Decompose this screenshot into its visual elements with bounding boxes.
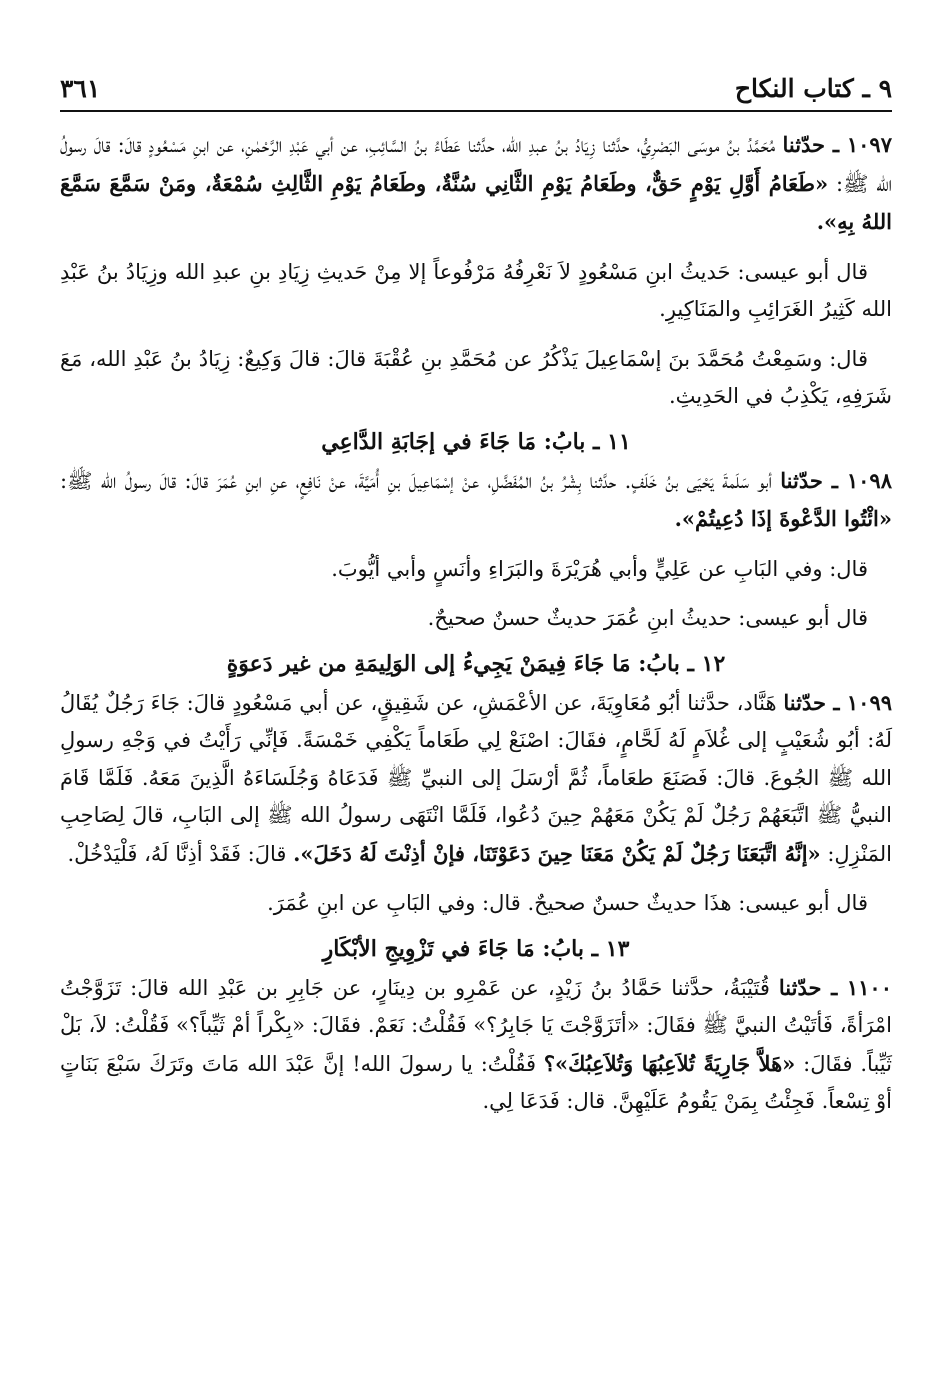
commentary-note: قال: وسَمِعْتُ مُحَمَّدَ بنَ إسْمَاعِيلَ يَذْكُرُ عن مُحَمَّدِ بنِ عُقْبَةَ قالَ: قالَ وَكِيعٌ: زِيَادُ بنُ عَبْدِ الله، مَعَ شَرَفِهِ، يَكْذِبُ في الحَدِيثِ. [60, 346, 892, 408]
commentary-note: قال: وفي البَابِ عن عَلِيٍّ وأبي هُرَيْرَةَ والبَرَاءِ وأنَسٍ وأبي أيُّوبَ. [331, 556, 868, 581]
commentary-note: قال أبو عيسى: حَديثُ ابنِ مَسْعُودٍ لاَ نَعْرِفُهُ مَرْفُوعاً إلا مِنْ حَديثِ زِيَادِ بنِ عبدِ الله وزِيَادُ بنُ عَبْدِ الله كَثِيرُ الغَرَائِبِ والمَنَاكِيرِ. [60, 259, 892, 321]
book-page [60, 70, 892, 1360]
hadith-tail: فَقُلْتُ: يا رسولَ الله! إنَّ عَبْدَ الله مَاتَ وتَرَكَ سَبْعَ بَنَاتٍ أوْ تِسْعاً. فَجِئْتُ بِمَنْ يَقُومُ عَلَيْهِنَّ. قال: فَدَعَا لِي. [60, 1051, 892, 1113]
commentary-note: قال أبو عيسى: هذَا حديثٌ حسنٌ صحيحٌ. قال: وفي البَابِ عن ابنِ عُمَرَ. [267, 891, 868, 915]
hadith-text: قُتَيْبَةُ، حدَّثنا حَمَّادُ بنُ زَيْدٍ، عن عَمْرِو بن دِينَارٍ، عن جَابِرِ بن عَبْدِ الله قالَ: تَزَوَّجْتُ امْرَأةً، فَأتَيْتُ النبيَّ ﷺ فقَالَ: «أتَزَوَّجْتَ يَا جَابِرُ؟» فَقُلْتُ: نَعَمْ. فقَالَ: «بِكْراً أمْ ثَيِّباً؟» فَقُلْتُ: لاَ، بَلْ ثَيِّباً. فقَالَ: [60, 975, 892, 1076]
hadith-lead: حدّثنا [778, 974, 822, 1000]
hadith-text: أبو سَلَمةَ يَحْيَى بنُ خَلَفٍ. حدَّثنا بِشْرُ بنُ المُفَضَّلِ، عنْ إسْمَاعِيلَ بنِ أُمَيَّةَ، عنْ نَافِعٍ، عنِ ابنِ عُمَرَ قالَ: قالَ رسولُ الله ﷺ: [60, 468, 772, 493]
page-number: ٣٦١ [60, 74, 101, 103]
chapter-heading-11: ١١ ـ بابُ: مَا جَاءَ في إجَابَةِ الدَّاعِي [321, 428, 631, 455]
chapter-title: ٩ ـ كتاب النكاح [734, 74, 892, 103]
hadith-number: ١٠٩٨ [846, 467, 892, 493]
chapter-heading-12: ١٢ ـ بابُ: مَا جَاءَ فِيمَنْ يَجِيءُ إلى الوَلِيمَةِ من غير دَعوَةٍ [226, 650, 726, 677]
hadith-tail: قالَ: فَقَدْ أذِنَّا لَهُ، فَلْيَدْخُلْ. [67, 841, 287, 866]
page-header [60, 70, 892, 112]
hadith-text: مُحَمَّدُ بنُ موسَى البَصْرِيُّ، حدَّثنا زِيَادُ بنُ عبدِ الله، حدَّثنا عَطَاءُ بنُ السَّائِبِ، عن أبي عَبْدِ الرَّحْمٰنِ، عن ابنِ مَسْعُودٍ قالَ: قالَ رسولُ الله ﷺ: [60, 133, 892, 196]
hadith-number: ١٠٩٩ [846, 689, 893, 715]
hadith-number: ١١٠٠ [846, 974, 892, 1000]
hadith-text: هَنَّاد، حدَّثنا أبُو مُعَاوِيَةَ، عن الأعْمَشِ، عن شَقِيقٍ، عن أبي مَسْعُودٍ قالَ: جَاءَ رَجُلٌ يُقَالُ لَهُ: أبُو شُعَيْبٍ إلى غُلاَمٍ لَهُ لَحَّامٍ، فقَالَ: اصْنَعْ لِي طَعَاماً يَكْفِي خَمْسَةً. فَإنِّي رَأَيْتُ في وَجْهِ رسولِ الله ﷺ الجُوعَ. قالَ: فَصَنَعَ طعَاماً، ثُمَّ أرْسَلَ إلى النبيِّ ﷺ فَدَعَاهُ وَجُلَسَاءَهُ الَّذِينَ مَعَهُ. فَلَمَّا قَامَ النبيُّ ﷺ اتَّبَعَهُمْ رَجُلٌ لَمْ يَكُنْ مَعَهُمْ حِينَ دُعُوا، فَلَمَّا انْتَهَى رسولُ الله ﷺ إلى البَابِ، قالَ لِصَاحِبِ المَنْزِلِ: [60, 690, 892, 866]
hadith-lead: حدّثنا [780, 467, 823, 493]
prophet-quote: «إنَّهُ اتَّبَعَنَا رَجُلٌ لَمْ يَكُنْ مَعَنَا حِينَ دَعَوْتَنَا، فإنْ أذِنْتَ لَهُ دَخَلَ». [293, 840, 821, 866]
hadith-1097: ١٠٩٧ ـ حدّثنا مُحَمَّدُ بنُ موسَى البَصْرِيُّ، حدَّثنا زِيَادُ بنُ عبدِ الله، حدَّثنا عَطَاءُ بنُ السَّائِبِ، عن أبي عَبْدِ الرَّحْمٰنِ، عن ابنِ مَسْعُودٍ قالَ: قالَ رسولُ الله ﷺ: «طَعَامُ أَوَّلِ يَوْمٍ حَقٌّ، وطَعَامُ يَوْمِ الثَّانِي سُنَّةٌ، وطَعَامُ يَوْمِ الثَّالِثِ سُمْعَةٌ، ومَنْ سَمَّعَ سَمَّعَ اللهُ بِهِ». [60, 132, 892, 234]
prophet-quote: «هَلاَّ جَارِيَةً تُلاَعِبُهَا وَتُلاَعِبُكَ»؟ [543, 1050, 796, 1076]
prophet-quote: «ائْتُوا الدَّعْوةَ إذَا دُعِيتُمْ». [674, 506, 892, 531]
prophet-quote: «طَعَامُ أَوَّلِ يَوْمٍ حَقٌّ، وطَعَامُ يَوْمِ الثَّانِي سُنَّةٌ، وطَعَامُ يَوْمِ الثَّالِثِ سُمْعَةٌ، ومَنْ سَمَّعَ سَمَّعَ اللهُ بِهِ». [60, 170, 892, 234]
hadith-1100: ١١٠٠ ـ حدّثنا قُتَيْبَةُ، حدَّثنا حَمَّادُ بنُ زَيْدٍ، عن عَمْرِو بن دِينَارٍ، عن جَابِرِ بن عَبْدِ الله قالَ: تَزَوَّجْتُ امْرَأةً، فَأتَيْتُ النبيَّ ﷺ فقَالَ: «أتَزَوَّجْتَ يَا جَابِرُ؟» فَقُلْتُ: نَعَمْ. فقَالَ: «بِكْراً أمْ ثَيِّباً؟» فَقُلْتُ: لاَ، بَلْ ثَيِّباً. فقَالَ: «هَلاَّ جَارِيَةً تُلاَعِبُهَا وَتُلاَعِبُكَ»؟ فَقُلْتُ: يا رسولَ الله! إنَّ عَبْدَ الله مَاتَ وتَرَكَ سَبْعَ بَنَاتٍ أوْ تِسْعاً. فَجِئْتُ بِمَنْ يَقُومُ عَلَيْهِنَّ. قال: فَدَعَا لِي. [60, 974, 892, 1113]
hadith-1098: ١٠٩٨ ـ حدّثنا أبو سَلَمةَ يَحْيَى بنُ خَلَفٍ. حدَّثنا بِشْرُ بنُ المُفَضَّلِ، عنْ إسْمَاعِيلَ بنِ أُمَيَّةَ، عنْ نَافِعٍ، عنِ ابنِ عُمَرَ قالَ: قالَ رسولُ الله ﷺ: «ائْتُوا الدَّعْوةَ إذَا دُعِيتُمْ». [60, 467, 892, 531]
hadith-lead: حدّثنا [782, 132, 826, 157]
hadith-number: ١٠٩٧ [846, 132, 892, 157]
hadith-1099: ١٠٩٩ ـ حدّثنا هَنَّاد، حدَّثنا أبُو مُعَاوِيَةَ، عن الأعْمَشِ، عن شَقِيقٍ، عن أبي مَسْعُودٍ قالَ: جَاءَ رَجُلٌ يُقَالُ لَهُ: أبُو شُعَيْبٍ إلى غُلاَمٍ لَهُ لَحَّامٍ، فقَالَ: اصْنَعْ لِي طَعَاماً يَكْفِي خَمْسَةً. فَإنِّي رَأَيْتُ في وَجْهِ رسولِ الله ﷺ الجُوعَ. قالَ: فَصَنَعَ طعَاماً، ثُمَّ أرْسَلَ إلى النبيِّ ﷺ فَدَعَاهُ وَجُلَسَاءَهُ الَّذِينَ مَعَهُ. فَلَمَّا قَامَ النبيُّ ﷺ اتَّبَعَهُمْ رَجُلٌ لَمْ يَكُنْ مَعَهُمْ حِينَ دُعُوا، فَلَمَّا انْتَهَى رسولُ الله ﷺ إلى البَابِ، قالَ لِصَاحِبِ المَنْزِلِ: «إنَّهُ اتَّبَعَنَا رَجُلٌ لَمْ يَكُنْ مَعَنَا حِينَ دَعَوْتَنَا، فإنْ أذِنْتَ لَهُ دَخَلَ». قالَ: فَقَدْ أذِنَّا لَهُ، فَلْيَدْخُلْ. [60, 689, 893, 866]
hadith-lead: حدّثنا [783, 689, 826, 715]
commentary-note: قال أبو عيسى: حديثُ ابنِ عُمَرَ حديثٌ حسنٌ صحيحٌ. [427, 606, 868, 630]
chapter-heading-13: ١٣ ـ بابُ: مَا جَاءَ في تَزْوِيجِ الأبْكَارِ [322, 935, 630, 962]
